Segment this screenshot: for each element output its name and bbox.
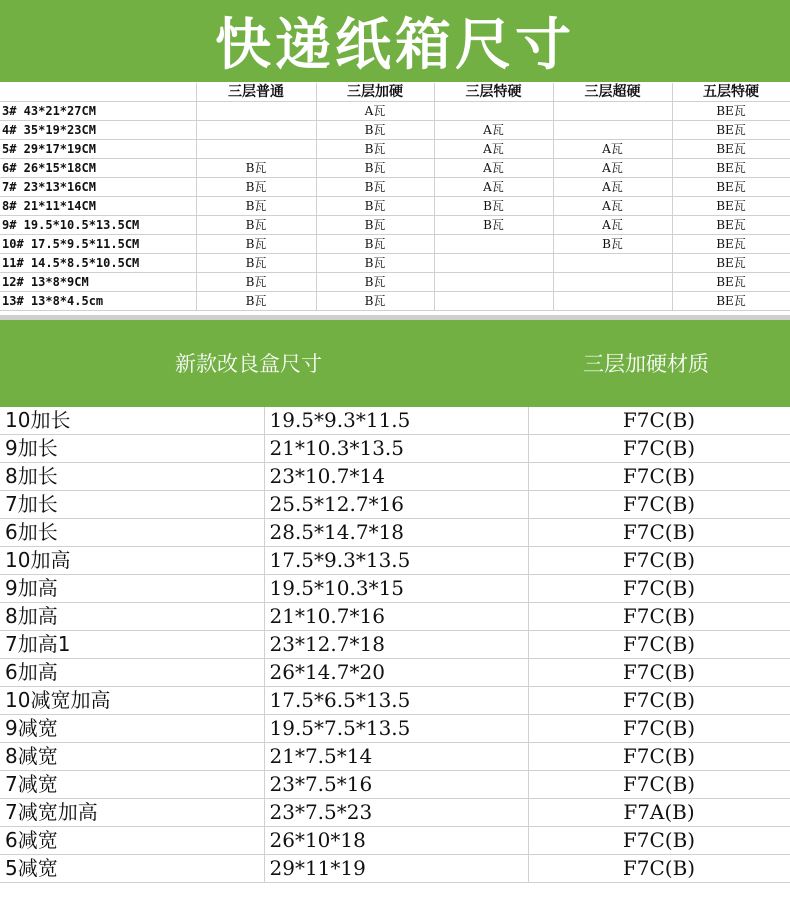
material-cell — [434, 273, 553, 292]
material-cell: BE瓦 — [672, 273, 790, 292]
material-cell: F7C(B) — [528, 659, 790, 687]
material-cell: B瓦 — [316, 216, 434, 235]
material-cell — [434, 102, 553, 121]
material-cell: B瓦 — [316, 140, 434, 159]
material-cell: F7C(B) — [528, 519, 790, 547]
table-row — [0, 102, 790, 121]
table-row — [0, 827, 790, 855]
size-cell: 6# 26*15*18CM — [0, 159, 196, 178]
table-row — [0, 254, 790, 273]
material-cell: B瓦 — [316, 197, 434, 216]
material-cell — [434, 292, 553, 311]
material-cell: A瓦 — [316, 102, 434, 121]
box-size-cell: 23*7.5*16 — [264, 771, 528, 799]
material-cell: A瓦 — [553, 140, 672, 159]
title-banner — [0, 0, 790, 82]
box-name-cell: 7加高1 — [0, 631, 264, 659]
carton-size-table — [0, 83, 790, 311]
box-size-cell: 28.5*14.7*18 — [264, 519, 528, 547]
material-cell: B瓦 — [434, 216, 553, 235]
table-row — [0, 715, 790, 743]
material-cell: B瓦 — [316, 235, 434, 254]
material-cell — [553, 254, 672, 273]
material-cell: B瓦 — [316, 159, 434, 178]
table-row — [0, 235, 790, 254]
material-cell: BE瓦 — [672, 159, 790, 178]
box-name-cell: 8加高 — [0, 603, 264, 631]
table-header-row — [0, 83, 790, 102]
table-row — [0, 575, 790, 603]
size-cell: 7# 23*13*16CM — [0, 178, 196, 197]
table-row — [0, 547, 790, 575]
material-cell: F7C(B) — [528, 435, 790, 463]
page-title: 快递纸箱尺寸 — [215, 13, 575, 78]
material-cell: BE瓦 — [672, 140, 790, 159]
table-row — [0, 855, 790, 883]
table-row — [0, 216, 790, 235]
material-cell: F7C(B) — [528, 715, 790, 743]
header-five-layer-extra-hard: 五层特硬 — [672, 83, 790, 102]
table-row — [0, 292, 790, 311]
box-name-cell: 7减宽 — [0, 771, 264, 799]
size-cell: 10# 17.5*9.5*11.5CM — [0, 235, 196, 254]
size-cell: 4# 35*19*23CM — [0, 121, 196, 140]
material-cell: BE瓦 — [672, 254, 790, 273]
material-cell: BE瓦 — [672, 102, 790, 121]
material-cell — [553, 121, 672, 140]
box-size-cell: 21*10.3*13.5 — [264, 435, 528, 463]
box-size-cell: 19.5*9.3*11.5 — [264, 407, 528, 435]
box-name-cell: 5减宽 — [0, 855, 264, 883]
table-row — [0, 519, 790, 547]
table-row — [0, 491, 790, 519]
header-three-layer-normal: 三层普通 — [196, 83, 316, 102]
material-cell: B瓦 — [196, 254, 316, 273]
table-row — [0, 631, 790, 659]
material-cell: A瓦 — [434, 159, 553, 178]
box-name-cell: 8减宽 — [0, 743, 264, 771]
material-cell: BE瓦 — [672, 292, 790, 311]
size-cell: 5# 29*17*19CM — [0, 140, 196, 159]
box-name-cell: 6加长 — [0, 519, 264, 547]
box-size-cell: 25.5*12.7*16 — [264, 491, 528, 519]
box-name-cell: 10加长 — [0, 407, 264, 435]
box-name-cell: 10加高 — [0, 547, 264, 575]
box-name-cell: 10减宽加高 — [0, 687, 264, 715]
box-name-cell: 7减宽加高 — [0, 799, 264, 827]
box-name-cell: 9减宽 — [0, 715, 264, 743]
material-cell — [553, 292, 672, 311]
material-cell: F7C(B) — [528, 603, 790, 631]
table-row — [0, 771, 790, 799]
material-cell: B瓦 — [316, 254, 434, 273]
table-row — [0, 407, 790, 435]
size-cell: 12# 13*8*9CM — [0, 273, 196, 292]
material-cell: A瓦 — [434, 140, 553, 159]
box-name-cell: 8加长 — [0, 463, 264, 491]
material-cell: A瓦 — [434, 178, 553, 197]
material-cell: B瓦 — [196, 159, 316, 178]
table-row — [0, 121, 790, 140]
box-size-cell: 19.5*7.5*13.5 — [264, 715, 528, 743]
material-cell: BE瓦 — [672, 216, 790, 235]
material-cell: F7C(B) — [528, 407, 790, 435]
material-cell: BE瓦 — [672, 178, 790, 197]
table-row — [0, 799, 790, 827]
header-three-layer-extra-hard: 三层特硬 — [434, 83, 553, 102]
box-size-cell: 21*10.7*16 — [264, 603, 528, 631]
box-name-cell: 9加长 — [0, 435, 264, 463]
material-cell — [553, 273, 672, 292]
material-cell: F7C(B) — [528, 855, 790, 883]
box-name-cell: 7加长 — [0, 491, 264, 519]
material-cell: BE瓦 — [672, 197, 790, 216]
table-row — [0, 140, 790, 159]
box-size-cell: 26*14.7*20 — [264, 659, 528, 687]
material-cell: F7A(B) — [528, 799, 790, 827]
material-cell: B瓦 — [196, 178, 316, 197]
material-cell: B瓦 — [316, 292, 434, 311]
material-cell: F7C(B) — [528, 491, 790, 519]
material-cell: F7C(B) — [528, 743, 790, 771]
size-cell: 13# 13*8*4.5cm — [0, 292, 196, 311]
table-row — [0, 463, 790, 491]
header-three-layer-hardened: 三层加硬 — [316, 83, 434, 102]
material-cell — [196, 102, 316, 121]
box-name-cell: 9加高 — [0, 575, 264, 603]
material-cell: F7C(B) — [528, 575, 790, 603]
box-size-cell: 21*7.5*14 — [264, 743, 528, 771]
box-size-cell: 17.5*6.5*13.5 — [264, 687, 528, 715]
material-cell: A瓦 — [553, 178, 672, 197]
material-cell: F7C(B) — [528, 547, 790, 575]
box-size-cell: 19.5*10.3*15 — [264, 575, 528, 603]
material-cell: B瓦 — [316, 273, 434, 292]
material-cell: A瓦 — [553, 197, 672, 216]
header-three-layer-super-hard: 三层超硬 — [553, 83, 672, 102]
improved-box-header — [0, 320, 790, 407]
material-cell — [196, 140, 316, 159]
box-name-cell: 6加高 — [0, 659, 264, 687]
improved-box-size-heading: 新款改良盒尺寸 — [175, 352, 322, 376]
material-cell: BE瓦 — [672, 235, 790, 254]
box-size-cell: 17.5*9.3*13.5 — [264, 547, 528, 575]
box-name-cell: 6减宽 — [0, 827, 264, 855]
material-cell — [553, 102, 672, 121]
material-cell: A瓦 — [434, 121, 553, 140]
table-row — [0, 603, 790, 631]
size-cell: 9# 19.5*10.5*13.5CM — [0, 216, 196, 235]
table-row — [0, 435, 790, 463]
material-cell — [196, 121, 316, 140]
material-cell: B瓦 — [196, 235, 316, 254]
table-row — [0, 273, 790, 292]
box-size-cell: 23*7.5*23 — [264, 799, 528, 827]
header-size — [0, 83, 196, 102]
box-size-cell: 23*12.7*18 — [264, 631, 528, 659]
improved-box-table — [0, 407, 790, 883]
material-cell: F7C(B) — [528, 631, 790, 659]
box-size-cell: 29*11*19 — [264, 855, 528, 883]
material-cell: B瓦 — [196, 292, 316, 311]
material-cell: B瓦 — [196, 216, 316, 235]
table-row — [0, 743, 790, 771]
material-cell: B瓦 — [553, 235, 672, 254]
size-cell: 3# 43*21*27CM — [0, 102, 196, 121]
material-cell: F7C(B) — [528, 463, 790, 491]
material-cell — [434, 235, 553, 254]
material-cell: B瓦 — [316, 178, 434, 197]
table-row — [0, 687, 790, 715]
material-cell: F7C(B) — [528, 771, 790, 799]
material-cell: B瓦 — [196, 197, 316, 216]
size-cell: 8# 21*11*14CM — [0, 197, 196, 216]
material-cell: F7C(B) — [528, 827, 790, 855]
material-cell: B瓦 — [196, 273, 316, 292]
material-cell: A瓦 — [553, 159, 672, 178]
table-row — [0, 659, 790, 687]
table-row — [0, 159, 790, 178]
material-cell: B瓦 — [434, 197, 553, 216]
material-heading: 三层加硬材质 — [583, 352, 709, 376]
table-row — [0, 178, 790, 197]
material-cell: BE瓦 — [672, 121, 790, 140]
material-cell: B瓦 — [316, 121, 434, 140]
material-cell — [434, 254, 553, 273]
material-cell: A瓦 — [553, 216, 672, 235]
table-row — [0, 197, 790, 216]
box-size-cell: 23*10.7*14 — [264, 463, 528, 491]
box-size-cell: 26*10*18 — [264, 827, 528, 855]
size-cell: 11# 14.5*8.5*10.5CM — [0, 254, 196, 273]
material-cell: F7C(B) — [528, 687, 790, 715]
